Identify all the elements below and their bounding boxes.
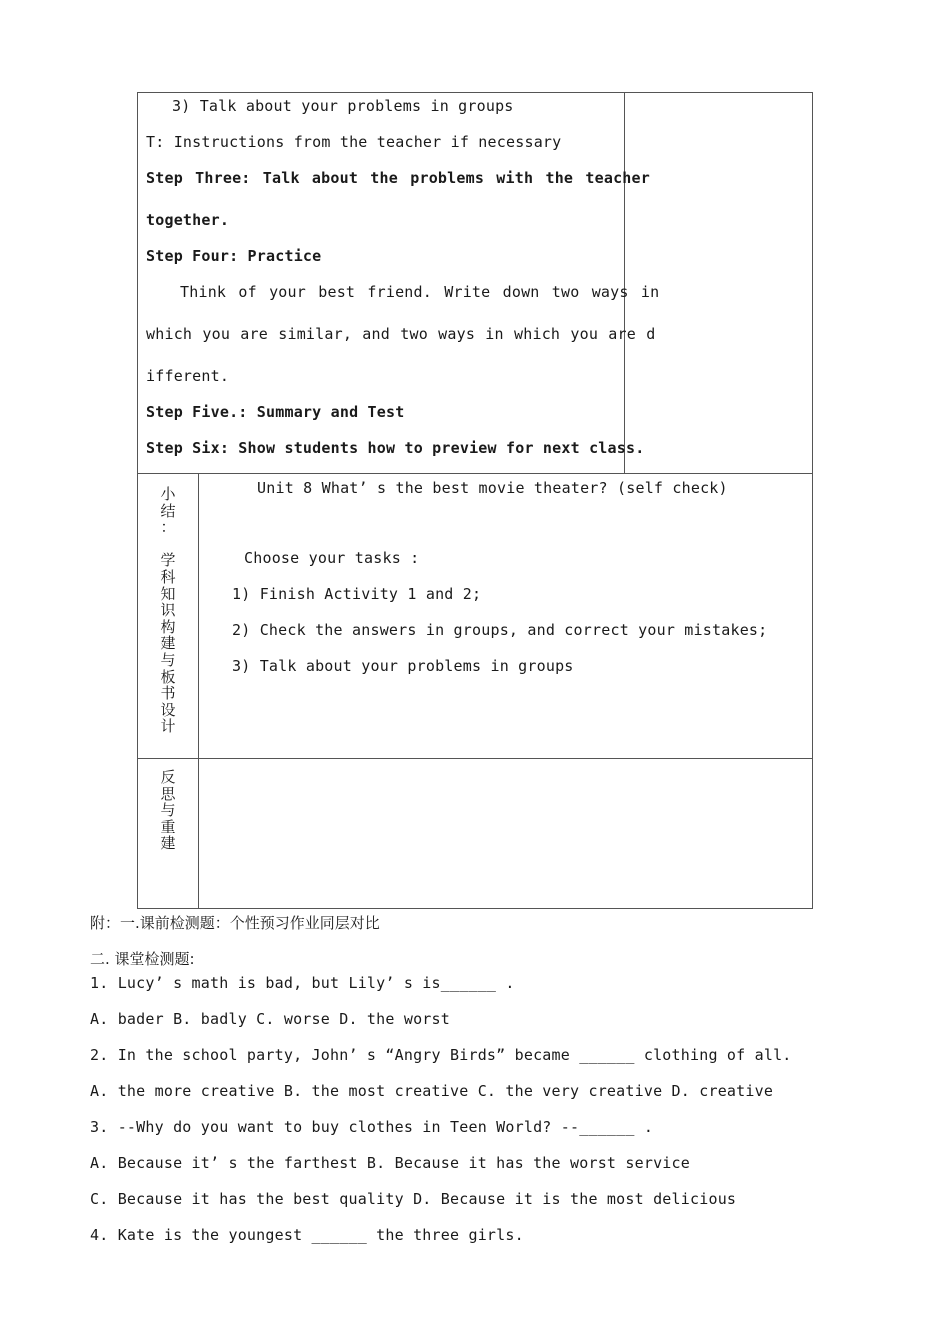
label-column-divider (198, 474, 199, 758)
summary-vertical-label: 小 结 ： 学 科 知 识 构 建 与 板 书 设 计 (160, 485, 176, 736)
step-line: Think of your best friend. Write down two ways in (180, 283, 660, 301)
question-options: A. bader B. badly C. worse D. the worst (90, 1010, 450, 1028)
step-line: ifferent. (146, 367, 230, 385)
step-line: 3) Talk about your problems in groups (172, 97, 514, 115)
lesson-steps-table (137, 92, 813, 474)
question-line: 4. Kate is the youngest ______ the three girls. (90, 1226, 524, 1244)
task-item: 3) Talk about your problems in groups (232, 657, 574, 675)
appendix-line-1: 附：一.课前检测题：个性预习作业同层对比 (90, 914, 380, 932)
reflection-table (137, 758, 813, 909)
step-six-heading: Step Six: Show students how to preview for next class. (146, 439, 645, 457)
task-item: 1) Finish Activity 1 and 2; (232, 585, 482, 603)
step-line: together. (146, 211, 230, 229)
tasks-heading: Choose your tasks : (244, 549, 420, 567)
step-line: T: Instructions from the teacher if necessary (146, 133, 562, 151)
step-line: which you are similar, and two ways in which you are d (146, 325, 656, 343)
question-options: A. the more creative B. the most creative C. the very creative D. creative (90, 1082, 774, 1100)
task-item: 2) Check the answers in groups, and correct your mistakes; (232, 621, 768, 639)
step-three-heading: Step Three: Talk about the problems with the teacher (146, 169, 650, 187)
question-line: 1. Lucy’ s math is bad, but Lily’ s is______ . (90, 974, 515, 992)
reflection-vertical-label: 反 思 与 重 建 (160, 768, 176, 853)
summary-table (137, 473, 813, 759)
label-column-divider (198, 759, 199, 908)
question-line: 3. --Why do you want to buy clothes in Teen World? --______ . (90, 1118, 654, 1136)
summary-title: Unit 8 What’ s the best movie theater? (self check) (257, 479, 728, 497)
step-four-heading: Step Four: Practice (146, 247, 322, 265)
appendix-line-2: 二. 课堂检测题: (90, 950, 195, 968)
step-five-heading: Step Five.: Summary and Test (146, 403, 405, 421)
question-options: C. Because it has the best quality D. Because it is the most delicious (90, 1190, 737, 1208)
question-line: 2. In the school party, John’ s “Angry Birds” became ______ clothing of all. (90, 1046, 792, 1064)
question-options: A. Because it’ s the farthest B. Because it has the worst service (90, 1154, 690, 1172)
